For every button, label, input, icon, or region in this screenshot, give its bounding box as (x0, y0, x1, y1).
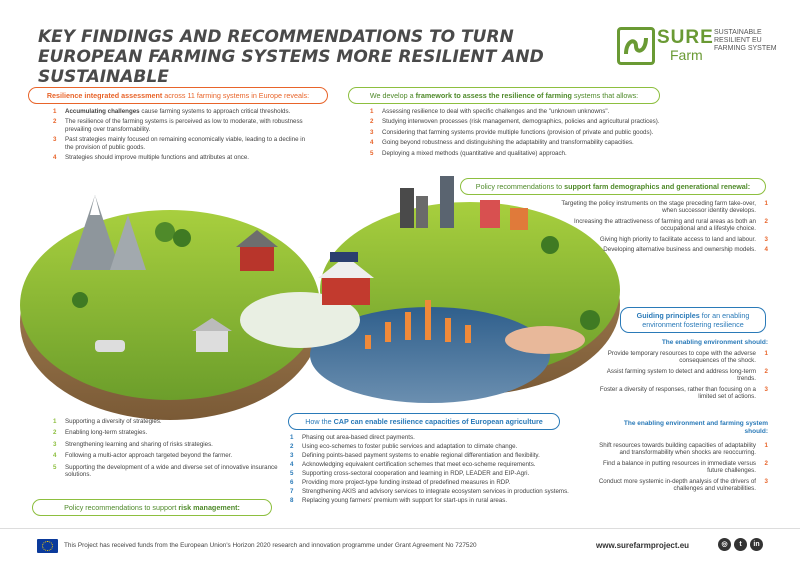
list-item: 3 Defining points-based payment systems to enable regional differentiation and flexibility. (290, 452, 540, 459)
env2-title: The enabling environment and farming system should: (623, 420, 768, 435)
logo-sure: SURE (657, 27, 714, 48)
list-item: 7 Strengthening AKIS and advisory services to integrate ecosystem services in production systems. (290, 488, 569, 495)
list-item: 1 Assessing resilience to deal with specific challenges and the "unknown unknowns". (370, 108, 610, 115)
list-item: 2 Studying interwoven processes (risk management, demographics, policies and agricultural practices). (370, 118, 660, 126)
list-item: 3 Foster a diversity of responses, rather than focusing on a limited set of actions. (599, 385, 768, 401)
list-item: 1 Accumulating challenges cause farming systems to approach critical thresholds. (53, 108, 291, 115)
list-item: 2 Assist farming system to detect and address long-term trends. (606, 367, 768, 383)
list-item: 5 Deploying a mixed methods (quantitative and qualitative) approach. (370, 149, 567, 157)
list-item: 1 Shift resources towards building capacities of adaptability and transformability when shocks are reoccurring. (599, 442, 768, 457)
cap-list (290, 434, 590, 506)
env1-title: The enabling environment should: (661, 339, 768, 346)
poster-title: KEY FINDINGS AND RECOMMENDATIONS TO TURN EUROPEAN FARMING SYSTEMS MORE RESILIENT AND SUSTAINABLE (38, 27, 544, 87)
framework-header: We develop a framework to assess the resilience of farming systems that allows: (348, 87, 660, 104)
list-item: 2 The resilience of the farming systems is perceived as low to moderate, with robustness prevailing over transformability. (53, 118, 303, 133)
framework-list (370, 108, 700, 160)
risk-header: Policy recommendations to support risk management: (32, 499, 272, 516)
list-item: 2 Increasing the attractiveness of farming and rural areas as both an occupational and a lifestyle choice. (574, 217, 768, 233)
list-item: 1 Targeting the policy instruments on the stage preceding farm take-over, when successor identity develops. (561, 200, 768, 215)
list-item: 3 Strengthening learning and sharing of risks strategies. (53, 440, 213, 448)
list-item: 4 Strategies should improve multiple functions and attributes at once. (53, 154, 250, 162)
list-item: 1 Supporting a diversity of strategies. (53, 418, 162, 425)
list-item: 1 Provide temporary resources to cope with the adverse consequences of the shock. (607, 350, 768, 365)
list-item: 4 Going beyond robustness and distinguishing the adaptability and transformability capacities. (370, 139, 634, 147)
list-item: 3 Past strategies mainly focused on remaining economically viable, leading to a decline in the provision of public goods. (53, 136, 306, 151)
list-item: 2 Using eco-schemes to foster public services and adaptation to climate change. (290, 443, 518, 450)
list-item: 3 Conduct more systemic in-depth analysis of the drivers of challenges and vulnerabilities. (598, 477, 768, 493)
risk-list (53, 418, 283, 482)
list-item: 2 Enabling long-term strategies. (53, 429, 148, 437)
env2-list (592, 442, 768, 495)
list-item: 4 Acknowledging equivalent certification schemes that meet eco-scheme requirements. (290, 461, 536, 468)
project-url[interactable]: www.surefarmproject.eu (596, 541, 690, 550)
funding-statement: This Project has received funds from the European Union's Horizon 2020 research and innovation programme under Grant Agreement No 727520 (64, 542, 477, 549)
logo-tagline: SUSTAINABLE RESILIENT EU FARMING SYSTEM (714, 29, 777, 52)
list-item: 1 Phasing out area-based direct payments. (290, 434, 415, 441)
list-item: 3 Considering that farming systems provide multiple functions (provision of private and public goods). (370, 128, 654, 136)
list-item: 6 Providing more project-type funding instead of predefined measures in RDP. (290, 479, 511, 486)
linkedin-icon[interactable]: in (750, 538, 763, 551)
demographics-header: Policy recommendations to support farm demographics and generational renewal: (460, 178, 766, 195)
assessment-list (53, 108, 313, 164)
list-item: 3 Giving high priority to facilitate access to land and labour. (599, 235, 768, 243)
twitter-icon[interactable]: t (734, 538, 747, 551)
demographics-list (560, 200, 768, 256)
list-item: 2 Find a balance in putting resources in immediate versus future challenges. (602, 459, 768, 475)
guiding-principles-header: Guiding principles for an enabling environment fostering resilience (620, 307, 766, 333)
logo-farm: Farm (670, 47, 703, 63)
instagram-icon[interactable]: ◎ (718, 538, 731, 551)
assessment-header: Resilience integrated assessment across 11 farming systems in Europe reveals: (28, 87, 328, 104)
list-item: 5 Supporting the development of a wide and diverse set of innovative insurance solutions. (53, 463, 278, 479)
list-item: 4 Following a multi-actor approach targeted beyond the farmer. (53, 452, 233, 460)
eu-flag-icon (37, 539, 58, 553)
list-item: 8 Replacing young farmers' premium with support for start-ups in rural areas. (290, 497, 508, 504)
cap-header: How the CAP can enable resilience capacities of European agriculture (288, 413, 560, 430)
list-item: 4 Developing alternative business and ownership models. (603, 246, 768, 254)
env1-list (592, 350, 768, 403)
list-item: 5 Supporting cross-sectoral cooperation and learning in RDP, LEADER and EIP-Agri. (290, 470, 530, 477)
